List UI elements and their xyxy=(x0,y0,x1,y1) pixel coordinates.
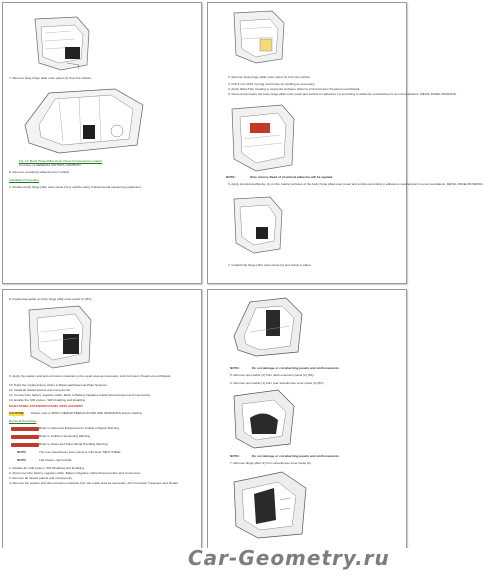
manual-page-4 xyxy=(207,289,407,549)
removal-step-3: 3. Remove all related panels and components. xyxy=(9,476,73,480)
body-hinge-pillar-diagram xyxy=(19,85,147,157)
figure-caption-link[interactable]: Fig. 13: Body Hinge Pillar Outer Panel Components Location xyxy=(19,159,103,163)
note-2-text: Left shown, right similar. xyxy=(39,458,73,462)
adhesive-diagram xyxy=(228,103,298,173)
hinge-pillar-diagram xyxy=(230,470,310,540)
note-1-label: NOTE: xyxy=(17,450,27,454)
note-1-text: The rear wheelhouse inner panel is mild steel. MILD STEEL. xyxy=(39,450,122,454)
removal-step-1: 1. Disable the SIR system. SIR Disabling and Enabling. xyxy=(9,466,85,470)
step-7-text: 7. Install body hinge pillar outer panel (1) and clamp in place. xyxy=(228,263,312,267)
section-title: DASH PANEL EXTENSION PANEL REPLACEMENT xyxy=(9,404,84,408)
warning-2-text: Refer to Collision Sectioning Warning. xyxy=(39,434,91,438)
manual-page-1 xyxy=(2,2,202,284)
step-5-text: 5. Remove spot welds (1) from dash extension panel (2) (8X). xyxy=(230,373,315,377)
removal-heading: Removal Procedure xyxy=(9,419,37,423)
removal-step-4: 4. Remove the sealers and anti-corrosion materials from the repair area as necessary. Anti-Corrosion Treatment and Repair. xyxy=(9,481,179,485)
caution-text: Please refer to BODY REPAIR PRECAUTIONS AND WARNINGS before starting. xyxy=(31,411,143,415)
step-7-text: 7. Remove hinge pillar (1) from wheelhouse inner panel (2). xyxy=(230,461,312,465)
step-8-text: 8. Remove remaining adhesive from vehicle. xyxy=(9,170,71,174)
step-11-text: 11. Install all related panels and components. xyxy=(9,388,71,392)
step-6-text: 6. Remove spot welds (1) from rear wheelhouse inner panel (2) (8X). xyxy=(230,381,325,385)
note-1-label: NOTE: xyxy=(230,366,240,370)
note-2-label: NOTE: xyxy=(230,454,240,458)
install-step-1-text: 1. Position body hinge pillar outer panel (1) to vehicle using 3-dimensional measuring equipment. xyxy=(9,185,142,189)
step-7-text: 7. Remove body hinge pillar outer panel (1) from the vehicle. xyxy=(9,76,92,80)
warning-badge-1 xyxy=(11,427,39,431)
dash-extension-diagram xyxy=(230,296,306,358)
figure-courtesy: Courtesy of GENERAL MOTORS COMPANY xyxy=(19,163,82,167)
note-1-text: Do not damage or cut attaching panels and reinforcements. xyxy=(252,366,340,370)
note-text: Only remove Bead of structural adhesive will be applied. xyxy=(250,175,334,179)
note-label: NOTE: xyxy=(226,175,236,179)
clamp-diagram xyxy=(230,195,286,255)
note-2-text: Do not damage or cut attaching panels and reinforcements. xyxy=(252,454,340,458)
step-13-text: 13. Enable the SIR system. SIR Disabling and Enabling. xyxy=(9,398,86,402)
step-9-text: 9. Apply the sealers and anti-corrosion materials to the repair area as necessary. Anti-Corrosion Treatment and Repair. xyxy=(9,374,172,378)
step-4-text: 4. Apply Weld-Thru Coating to weld joint surfaces. Refer to Anti-Corrosion Treatment and Repair. xyxy=(228,87,361,91)
installation-heading: Installation Procedure xyxy=(9,178,39,182)
car-frame-diagram-2 xyxy=(230,9,286,65)
warning-badge-3 xyxy=(11,443,39,447)
step-8-text: 8. Install plug welds on body hinge pillar outer panel (1) (8X). xyxy=(9,297,93,301)
step-2-text: 2. Remove body hinge pillar outer panel (1) from the vehicle. xyxy=(228,75,311,79)
manual-page-2 xyxy=(207,2,484,284)
manual-page-3 xyxy=(2,289,202,549)
warning-1-text: Refer to Approved Equipment for Collision Repair Warning. xyxy=(39,426,120,430)
removal-step-2: 2. Disconnect the battery negative cable. Battery Negative Cable Disconnection and Connection. xyxy=(9,471,142,475)
wheelhouse-diagram xyxy=(230,388,298,450)
site-watermark-logo: Car-Geometry.ru xyxy=(188,546,390,570)
warning-3-text: Refer to Glass and Sheet Metal Handling Warning. xyxy=(39,442,109,446)
warning-badge-2 xyxy=(11,435,39,439)
step-12-text: 12. Connect the battery negative cable. Refer to Battery Negative Cable Disconnection and Connection. xyxy=(9,393,152,397)
caution-label: CAUTION: xyxy=(9,411,25,415)
car-frame-diagram-1 xyxy=(31,13,93,73)
step-3-text: 3. Drill 8 mm (5/16 in) plug weld holes for welding as necessary. xyxy=(228,82,316,86)
step-6-text: 6. Apply structural adhesive (1) on the mating surfaces of the body hinge pillar outer panel and vehicle according to adhesive manufacturer's recommendations. METAL PANEL BONDING. xyxy=(228,182,484,186)
note-2-label: NOTE: xyxy=(17,458,27,462)
step-10-text: 10. Paint the repaired area. Refer to Basecoat/Clearcoat Paint Systems. xyxy=(9,383,108,387)
step-5-text: 5. Clean and prepare the body hinge pillar outer panel and vehicle for adhesive (1) according to adhesive manufacturer's recommendations. METAL PANEL BONDING. xyxy=(228,92,457,96)
plug-weld-diagram xyxy=(25,304,95,370)
